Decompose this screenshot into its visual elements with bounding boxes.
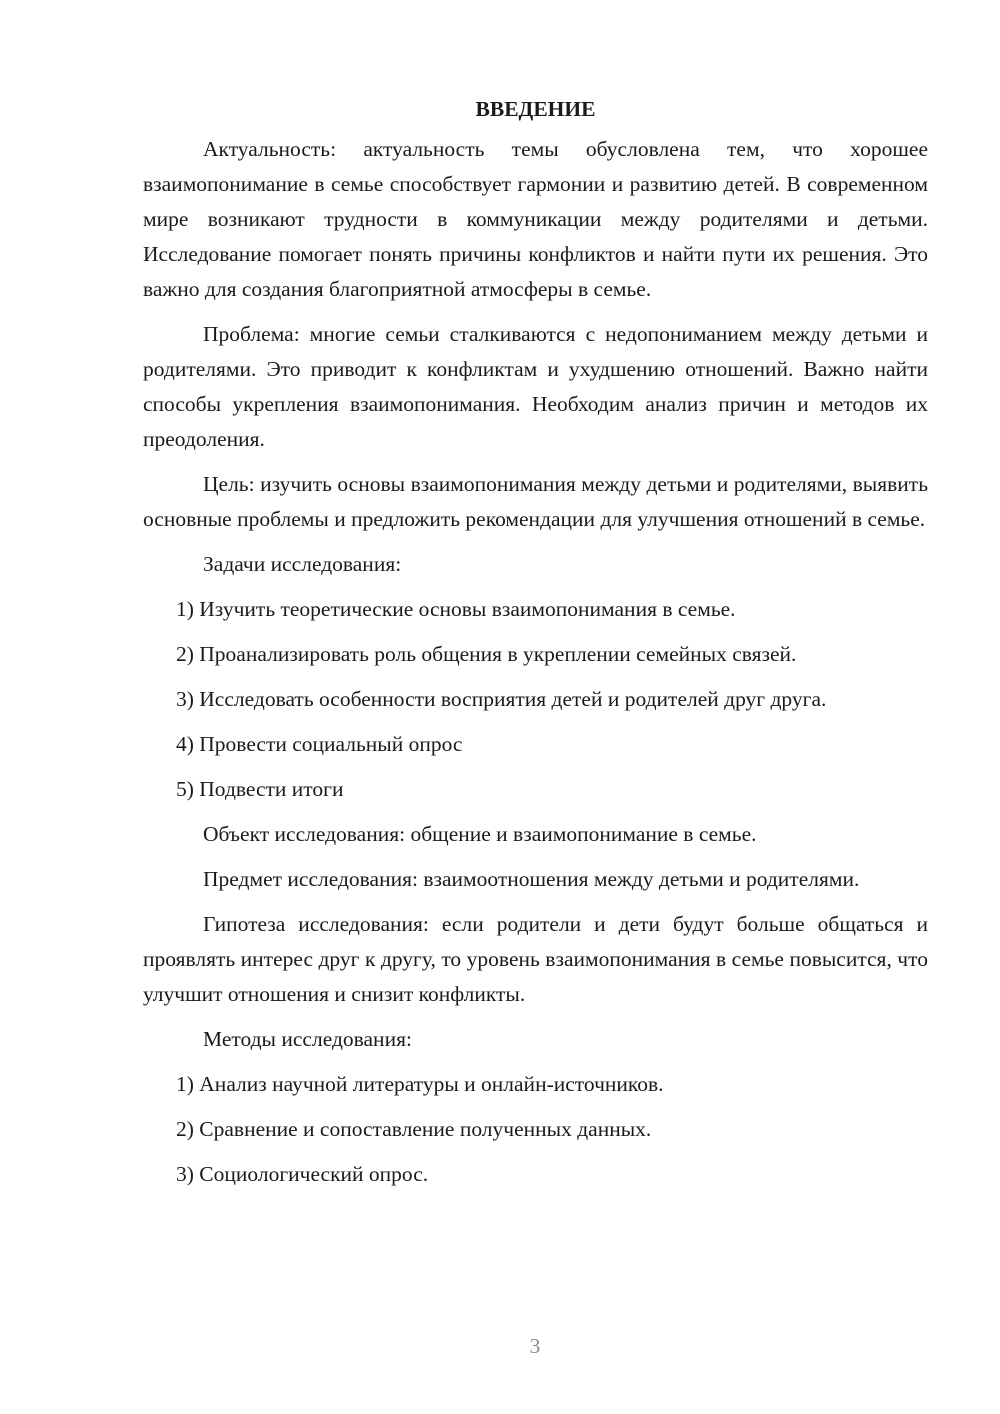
goal-paragraph: Цель: изучить основы взаимопонимания между детьми и родителями, выявить основные проблемы и предложить рекомендации для улучшения отношений в семье. <box>143 472 928 531</box>
methods-heading: Методы исследования: <box>203 1027 412 1051</box>
page-title: ВВЕДЕНИЕ <box>475 97 596 121</box>
tasks-list <box>143 592 928 807</box>
task-item-2: 2) Проанализировать роль общения в укреплении семейных связей. <box>176 642 797 666</box>
methods-list <box>143 1067 928 1192</box>
document-page <box>143 92 928 1202</box>
page-number: 3 <box>529 1334 541 1358</box>
problem-paragraph: Проблема: многие семьи сталкиваются с недопониманием между детьми и родителями. Это приводит к конфликтам и ухудшению отношений. Важно найти способы укрепления взаимопонимания. Необходим анализ причин и методов их преодоления. <box>143 322 928 451</box>
method-item-1: 1) Анализ научной литературы и онлайн-источников. <box>176 1072 664 1096</box>
task-item-5: 5) Подвести итоги <box>176 777 344 801</box>
task-item-1: 1) Изучить теоретические основы взаимопонимания в семье. <box>176 597 736 621</box>
tasks-heading: Задачи исследования: <box>203 552 402 576</box>
object-paragraph: Объект исследования: общение и взаимопонимание в семье. <box>203 822 757 846</box>
hypothesis-paragraph: Гипотеза исследования: если родители и дети будут больше общаться и проявлять интерес друг к другу, то уровень взаимопонимания в семье повысится, что улучшит отношения и снизит конфликты. <box>143 912 928 1006</box>
subject-paragraph: Предмет исследования: взаимоотношения между детьми и родителями. <box>203 867 860 891</box>
task-item-4: 4) Провести социальный опрос <box>176 732 463 756</box>
method-item-2: 2) Сравнение и сопоставление полученных данных. <box>176 1117 652 1141</box>
relevance-paragraph: Актуальность: актуальность темы обусловлена тем, что хорошее взаимопонимание в семье способствует гармонии и развитию детей. В современном мире возникают трудности в коммуникации между родителями и детьми. Исследование помогает понять причины конфликтов и найти пути их решения. Это важно для создания благоприятной атмосферы в семье. <box>143 137 928 301</box>
method-item-3: 3) Социологический опрос. <box>176 1162 429 1186</box>
task-item-3: 3) Исследовать особенности восприятия детей и родителей друг друга. <box>176 687 827 711</box>
